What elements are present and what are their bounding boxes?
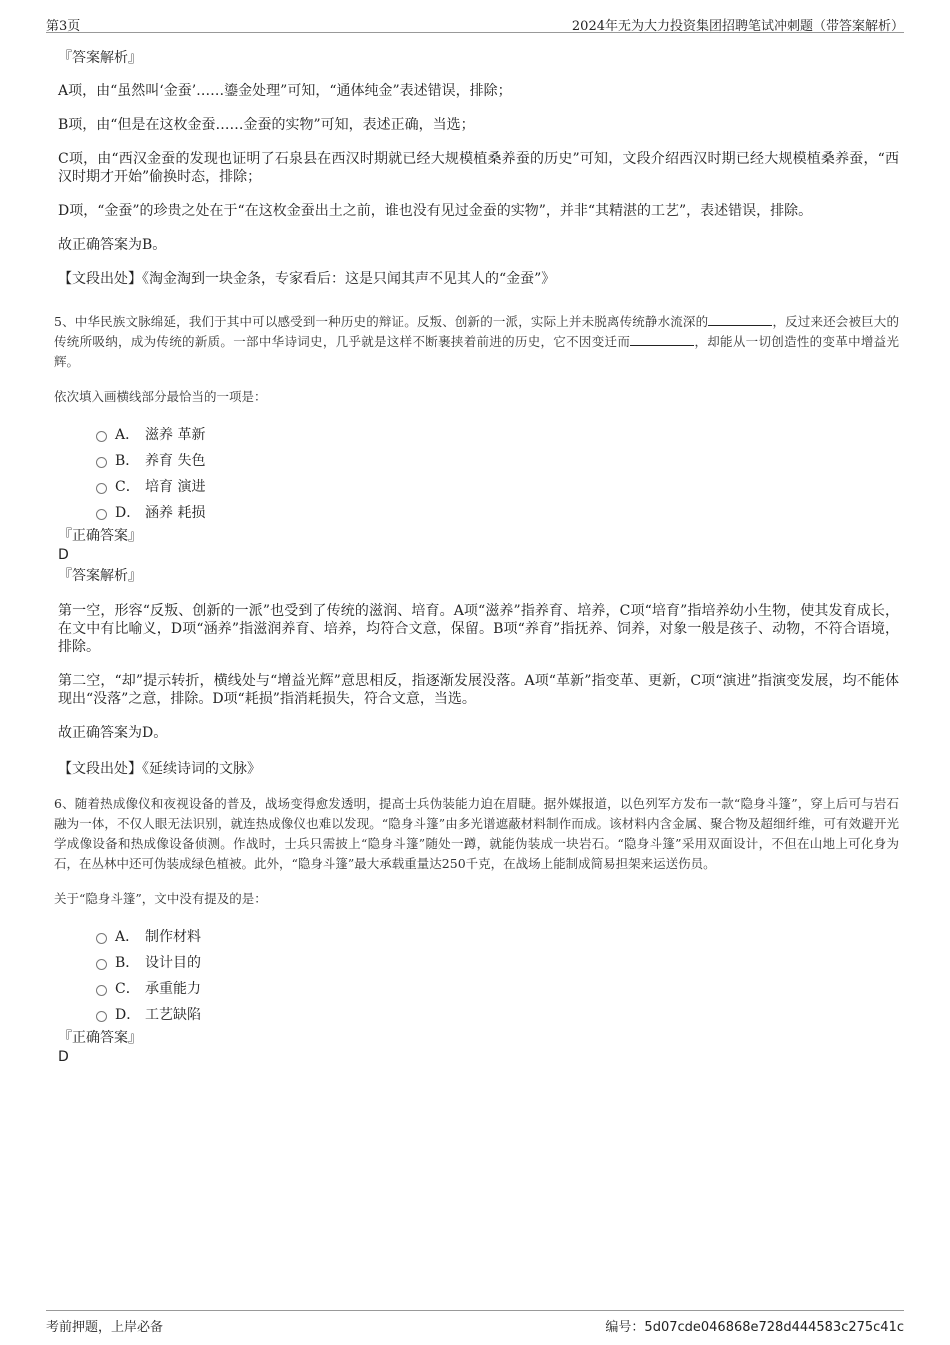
- analysis-paragraph: B项，由“但是在这枚金蚕……金蚕的实物”可知，表述正确，当选；: [58, 117, 475, 133]
- correct-answer-value: D: [58, 1049, 69, 1065]
- option-c[interactable]: C． 承重能力: [96, 976, 899, 1002]
- correct-answer-label: 『正确答案』: [58, 1030, 142, 1046]
- document-code: 编号：5d07cde046868e728d444583c275c41c: [605, 1320, 904, 1335]
- footer-slogan: 考前押题，上岸必备: [46, 1320, 164, 1335]
- question-5-options: [96, 422, 899, 526]
- option-d[interactable]: D． 涵养 耗损: [96, 500, 899, 526]
- page-content: [54, 44, 899, 1066]
- analysis-paragraph: 第二空，“却”提示转折，横线处与“增益光辉”意思相反，指逐渐发展没落。A项“革新”指变革、更新，C项“演进”指演变发展，均不能体现出“没落”之意，排除。D项“耗损”指消耗损失，符合文意，当选。: [58, 673, 899, 707]
- fill-blank-1: [708, 313, 772, 326]
- option-b[interactable]: B． 设计目的: [96, 950, 899, 976]
- option-b[interactable]: B． 养育 失色: [96, 448, 899, 474]
- correct-answer-label: 『正确答案』: [58, 528, 142, 544]
- source-citation: 【文段出处】《延续诗词的文脉》: [58, 761, 261, 777]
- analysis-paragraph: 第一空，形容“反叛、创新的一派”也受到了传统的滋润、培育。A项“滋养”指养育、培养，C项“培育”指培养幼小生物，使其发育成长，在文中有比喻义，D项“涵养”指滋润养育、培养，均符合文意，保留。B项“养育”指抚养、饲养，对象一般是孩子、动物，不符合语境，排除。: [58, 603, 899, 655]
- analysis-paragraph: C项，由“西汉金蚕的发现也证明了石泉县在西汉时期就已经大规模植桑养蚕的历史”可知，文段介绍西汉时期已经大规模植桑养蚕，“西汉时期才开始”偷换时态，排除；: [58, 151, 899, 185]
- correct-answer-value: D: [58, 547, 69, 563]
- option-a[interactable]: A． 制作材料: [96, 924, 899, 950]
- radio-icon[interactable]: [96, 431, 107, 442]
- page-header: [46, 12, 904, 33]
- question-6-text: 6、随着热成像仪和夜视设备的普及，战场变得愈发透明，提高士兵伪装能力迫在眉睫。据外媒报道，以色列军方发布一款“隐身斗篷”，穿上后可与岩石融为一体，不仅人眼无法识别，就连热成像仪也难以发现。“隐身斗篷”由多光谱遮蔽材料制作而成。该材料内含金属、聚合物及超细纤维，可有效避开光学成像设备和热成像设备侦测。作战时，士兵只需披上“隐身斗篷”随处一蹲，就能伪装成一块岩石。“隐身斗篷”采用双面设计，不但在山地上可化身为石，在丛林中还可伪装成绿色植被。此外，“隐身斗篷”最大承载重量达250千克，在战场上能制成简易担架来运送伤员。: [54, 796, 899, 871]
- question-6-prompt: 关于“隐身斗篷”，文中没有提及的是：: [54, 891, 267, 906]
- option-c[interactable]: C． 培育 演进: [96, 474, 899, 500]
- radio-icon[interactable]: [96, 985, 107, 996]
- source-citation: 【文段出处】《淘金淘到一块金条，专家看后：这是只闻其声不见其人的“金蚕”》: [58, 271, 556, 287]
- question-5-text: 5、中华民族文脉绵延，我们于其中可以感受到一种历史的辩证。反叛、创新的一派，实际上并未脱离传统静水流深的 ，反过来还会被巨大的传统所吸纳，成为传统的新质。一部中华诗词史，几乎就是这样不断裹挟着前进的历史，它不因变迁而 ，却能从一切创造性的变革中增益光辉。: [54, 314, 899, 369]
- analysis-label: 『答案解析』: [58, 50, 142, 66]
- radio-icon[interactable]: [96, 509, 107, 520]
- radio-icon[interactable]: [96, 959, 107, 970]
- option-d[interactable]: D． 工艺缺陷: [96, 1002, 899, 1028]
- radio-icon[interactable]: [96, 1011, 107, 1022]
- document-title: 2024年无为大力投资集团招聘笔试冲刺题（带答案解析）: [571, 19, 904, 34]
- analysis-paragraph: D项，“金蚕”的珍贵之处在于“在这枚金蚕出土之前，谁也没有见过金蚕的实物”，并非“其精湛的工艺”，表述错误，排除。: [58, 203, 813, 219]
- option-a[interactable]: A． 滋养 革新: [96, 422, 899, 448]
- answer-conclusion: 故正确答案为D。: [58, 725, 168, 741]
- radio-icon[interactable]: [96, 483, 107, 494]
- page-footer: [46, 1310, 904, 1337]
- fill-blank-2: [630, 333, 694, 346]
- analysis-label: 『答案解析』: [58, 568, 142, 584]
- page-number: 第3页: [46, 19, 81, 34]
- question-5-prompt: 依次填入画横线部分最恰当的一项是：: [54, 389, 267, 404]
- analysis-paragraph: A项，由“虽然叫‘金蚕’……鎏金处理”可知，“通体纯金”表述错误，排除；: [58, 83, 512, 99]
- radio-icon[interactable]: [96, 933, 107, 944]
- question-6-options: [96, 924, 899, 1028]
- radio-icon[interactable]: [96, 457, 107, 468]
- answer-conclusion: 故正确答案为B。: [58, 237, 167, 253]
